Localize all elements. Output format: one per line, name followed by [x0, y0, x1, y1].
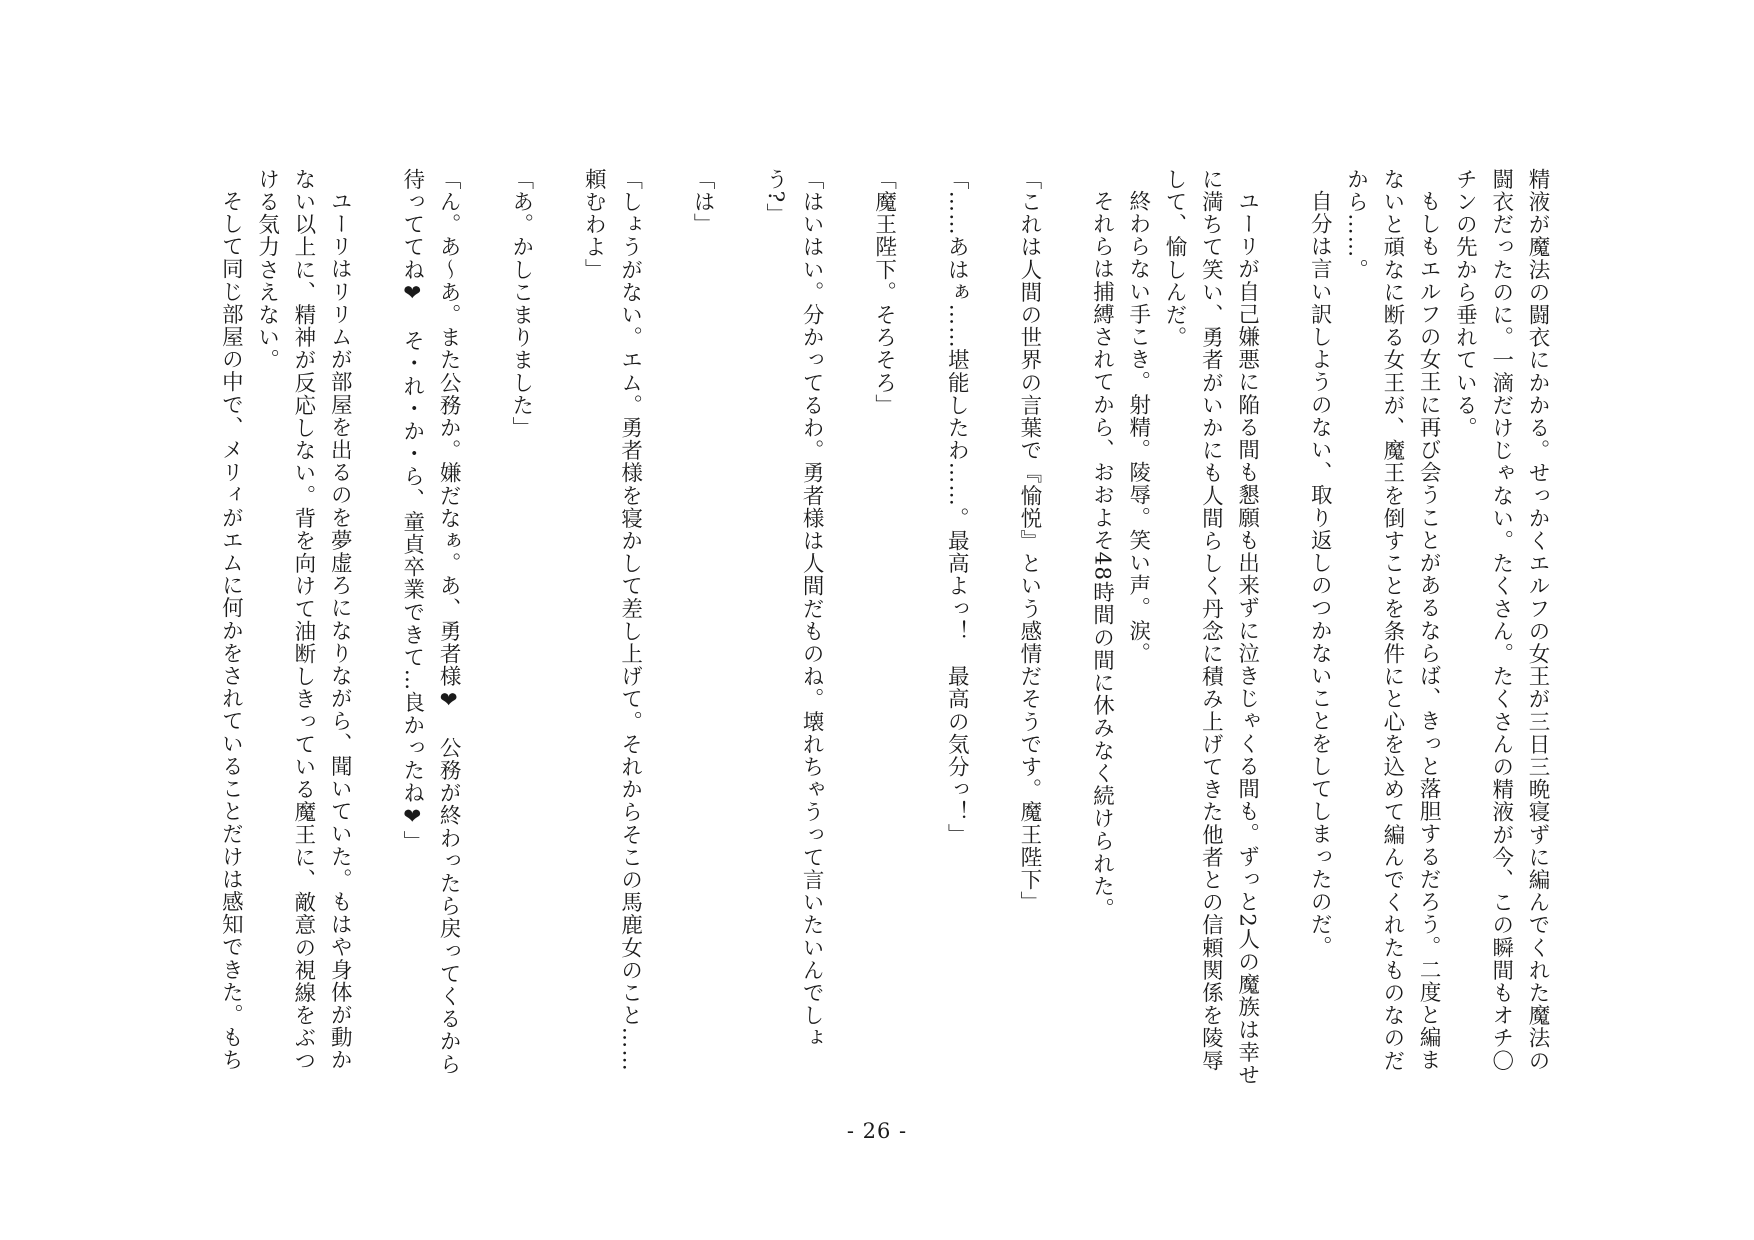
paragraph-p6: それらは捕縛されてから、おおよそ48時間の間に休みなく続けられた。 — [1089, 189, 1115, 920]
blank-line — [539, 168, 575, 190]
paragraph-p3: 自分は言い訳しようのない、取り返しのつかないことをしてしまったのだ。 — [1307, 189, 1333, 958]
blank-line — [829, 168, 865, 190]
paragraph-p12: 「しょうがない。エム。勇者様を寝かして差し上げて。それからそこの馬鹿女のこと……頼むわよ」 — [581, 168, 643, 1072]
blank-line — [974, 168, 1010, 190]
paragraph-p9: 「魔王陛下。そろそろ」 — [871, 168, 897, 417]
blank-line — [648, 168, 684, 190]
paragraph-p15: ユーリはリリムが部屋を出るのを夢虚ろになりながら、聞いていた。もはや身体が動かない以上に、精神が反応しない。背を向けて油断しきっている魔王に、敵意の視線をぶつける気力さえない。 — [254, 168, 353, 1072]
blank-line — [1047, 168, 1083, 190]
blank-line — [466, 168, 502, 190]
vertical-text-body — [195, 168, 1555, 1090]
blank-line — [357, 168, 393, 190]
paragraph-p13: 「あ。かしこまりました」 — [508, 168, 534, 440]
paragraph-p16: そして同じ部屋の中で、メリィがエムに何かをされていることだけは感知できた。もち — [218, 189, 244, 1071]
paragraph-p8: 「……あはぁ……堪能したわ……。最高よっ！ 最高の気分っ！」 — [944, 168, 970, 846]
paragraph-p11: 「は」 — [690, 168, 716, 236]
paragraph-p1: 精液が魔法の闘衣にかかる。せっかくエルフの女王が三日三晩寝ずに編んでくれた魔法の闘衣だったのに。一滴だけじゃない。たくさん。たくさんの精液が今、この瞬間もオチ〇チンの先から垂れている。 — [1452, 168, 1550, 1072]
page-number: - 26 - — [846, 1119, 908, 1143]
paragraph-p10: 「はいはい。分かってるわ。勇者様は人間だものね。壊れちゃうって言いたいんでしょう?」 — [762, 168, 825, 1050]
blank-line — [902, 168, 938, 190]
paragraph-p5: 終わらない手こき。射精。陵辱。笑い声。涙。 — [1125, 189, 1151, 665]
blank-line — [1265, 168, 1301, 190]
paragraph-p4: ユーリが自己嫌悪に陥る間も懇願も出来ずに泣きじゃくる間も。ずっと2人の魔族は幸せに満ちて笑い、勇者がいかにも人間らしく丹念に積み上げてきた他者との信頼関係を陵辱して、愉しんだ。 — [1162, 168, 1260, 1086]
paragraph-p2: もしもエルフの女王に再び会うことがあるならば、きっと落胆するだろう。二度と編まないと頑なに断る女王が、魔王を倒すことを条件にと心を込めて編んでくれたものなのだから……。 — [1343, 168, 1442, 1072]
paragraph-p7: 「これは人間の世界の言葉で『愉悦』という感情だそうです。魔王陛下」 — [1016, 168, 1042, 914]
blank-line — [720, 168, 756, 190]
paragraph-p14: 「ん。あ～あ。また公務か。嫌だなぁ。あ、勇者様❤ 公務が終わったら戻ってくるから待っててね❤ そ・れ・か・ら、童貞卒業できて…良かったね❤」 — [399, 168, 462, 1076]
